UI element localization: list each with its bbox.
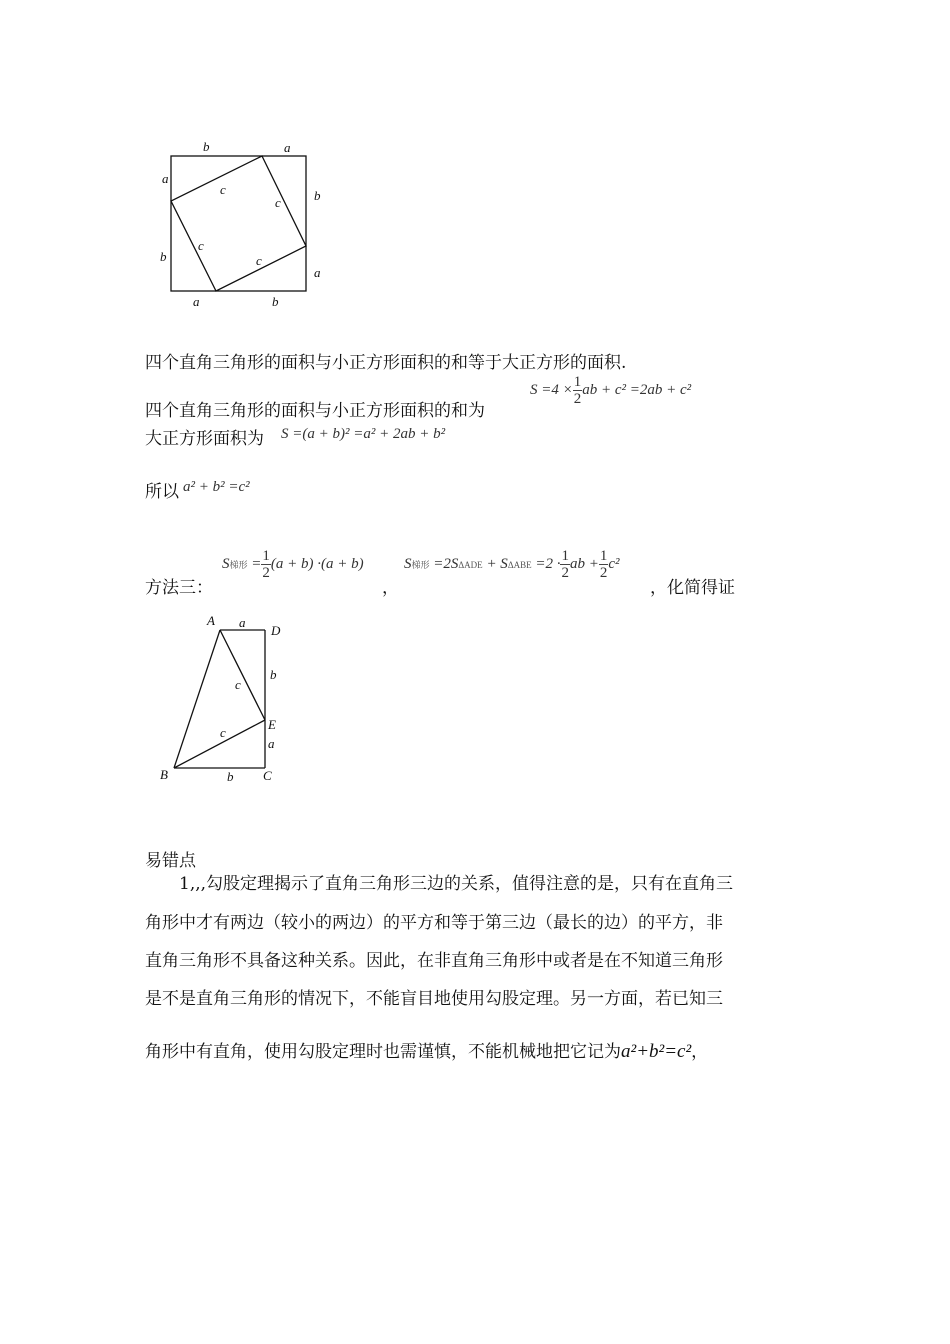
label-c-4: c	[256, 253, 262, 268]
formula-big-square-area: S =(a + b)² =a² + 2ab + b²	[281, 426, 446, 442]
vertex-D: D	[271, 623, 281, 638]
label-bottom-a: a	[193, 294, 200, 309]
label-a-right: a	[268, 736, 275, 751]
label-c-3: c	[198, 238, 204, 253]
paragraph-line-3: 直角三角形不具备这种关系。因此，在非直角三角形中或者是在不知道三角形	[145, 951, 723, 971]
fraction-half-a: $\frac{1}{2}$	[262, 548, 270, 581]
paragraph-line-5-text: 角形中有直角，使用勾股定理时也需谨慎，不能机械地把它记为	[145, 1042, 621, 1062]
label-b-right: b	[270, 667, 277, 682]
formula-conclusion: a² + b² =c²	[183, 479, 250, 495]
label-right-a: a	[314, 265, 321, 280]
label-c-upper: c	[235, 677, 241, 692]
statement-line-2: 四个直角三角形的面积与小正方形面积的和为	[145, 401, 485, 421]
label-c-lower: c	[220, 725, 226, 740]
formula-pythagoras-inline: a²+b²=c²	[621, 1041, 692, 1062]
outer-square	[171, 156, 306, 291]
method3-suffix: ，化简得证	[650, 578, 735, 598]
formula-f1-left: S =4 ×	[530, 381, 573, 398]
label-left-a: a	[162, 171, 169, 186]
label-a-top: a	[239, 615, 246, 630]
fraction-one-half: $\frac{1}{2}$	[573, 374, 582, 407]
vertex-C: C	[263, 768, 272, 783]
paragraph-line-4: 是不是直角三角形的情况下，不能盲目地使用勾股定理。另一方面，若已知三	[145, 989, 723, 1009]
label-c-1: c	[220, 182, 226, 197]
conclusion-prefix: 所以	[145, 482, 179, 502]
paragraph-line-5	[145, 1041, 708, 1063]
figure-trapezoid-proof	[150, 605, 300, 790]
vertex-A: A	[207, 613, 215, 628]
edge-AE	[220, 630, 265, 720]
formula-trapezoid-area-2: S梯形 =2SΔADE + SΔABE =2 · $\frac{1}{2}$ ab + $\frac{1}{2}$ c²	[404, 548, 620, 581]
fraction-half-b: $\frac{1}{2}$	[561, 548, 569, 581]
formula-f1-right: ab + c² =2ab + c²	[582, 381, 692, 398]
label-top-b: b	[203, 139, 210, 154]
label-c-2: c	[275, 195, 281, 210]
statement-line-1: 四个直角三角形的面积与小正方形面积的和等于大正方形的面积.	[145, 353, 627, 373]
formula-trapezoid-area-1: S梯形 = $\frac{1}{2}$ (a + b) ·(a + b)	[222, 548, 364, 581]
vertex-B: B	[160, 767, 168, 782]
label-bottom-b: b	[272, 294, 279, 309]
label-b-bottom: b	[227, 769, 234, 784]
statement-line-3: 大正方形面积为	[145, 429, 264, 449]
paragraph-line-1: 1,,,勾股定理揭示了直角三角形三边的关系，值得注意的是，只有在直角三	[179, 874, 734, 894]
fraction-half-c: $\frac{1}{2}$	[599, 548, 608, 581]
label-right-b: b	[314, 188, 321, 203]
label-top-a: a	[284, 140, 291, 155]
error-points-title: 易错点	[145, 851, 196, 871]
method3-prefix: 方法三：	[145, 578, 213, 598]
label-left-b: b	[160, 249, 167, 264]
formula-small-squares-area	[530, 374, 691, 407]
method3-comma: ，	[382, 578, 399, 598]
figure-square-proof	[150, 135, 340, 315]
paragraph-line-2: 角形中才有两边（较小的两边）的平方和等于第三边（最长的边）的平方，非	[145, 913, 723, 933]
paragraph-line-5-end: ，	[691, 1042, 709, 1062]
vertex-E: E	[268, 717, 276, 732]
inner-square	[171, 156, 306, 291]
